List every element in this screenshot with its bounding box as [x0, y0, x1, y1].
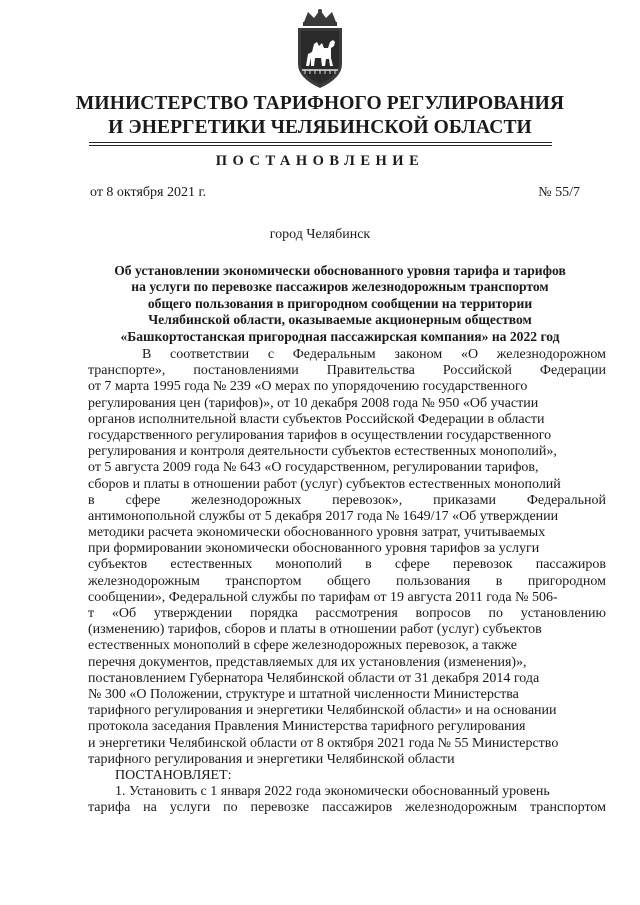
body-line: антимонопольной службы от 5 декабря 2017 года № 1649/17 «Об утверждении [88, 508, 559, 524]
subject-line: Челябинской области, оказываемые акционерным обществом [148, 312, 532, 328]
body-line: В соответствии с Федеральным законом «О железнодорожном [142, 347, 606, 362]
body-line: т «Об утверждении порядка рассмотрения вопросов по установлению [88, 606, 606, 621]
body-line: от 7 марта 1995 года № 239 «О мерах по упорядочению государственного [88, 379, 528, 395]
body-line: сообщении», Федеральной службы по тарифам от 19 августа 2011 года № 506- [88, 589, 558, 605]
subject-line: общего пользования в пригородном сообщении на территории [147, 295, 533, 311]
body-line: регулирования цен (тарифов)», от 10 декабря 2008 года № 950 «Об участии [88, 395, 539, 411]
body-line: тарифа на услуги по перевозке пассажиров железнодорожным транспортом [88, 800, 606, 816]
body-line: от 5 августа 2009 года № 643 «О государственном, регулировании тарифов, [88, 460, 539, 476]
ministry-title-line-1: МИНИСТЕРСТВО ТАРИФНОГО РЕГУЛИРОВАНИЯ [75, 93, 565, 114]
body-line-decree: ПОСТАНОВЛЯЕТ: [115, 767, 232, 783]
body-line: при формировании экономически обоснованного уровня тарифов за услуги [88, 541, 540, 557]
body-line: государственного регулирования тарифов в осуществлении государственного [88, 427, 552, 443]
chelyabinsk-coat-of-arms-icon [290, 8, 350, 90]
subject-line: на услуги по перевозке пассажиров железнодорожным транспортом [131, 279, 549, 295]
body-line: протокола заседания Правления Министерства тарифного регулирования [88, 719, 526, 735]
ministry-title [40, 92, 600, 140]
subject-line: Об установлении экономически обоснованного уровня тарифа и тарифов [114, 263, 566, 278]
ministry-title-line-2: И ЭНЕРГЕТИКИ ЧЕЛЯБИНСКОЙ ОБЛАСТИ [108, 117, 532, 138]
body-line: в сфере железнодорожных перевозок», приказами Федеральной [88, 492, 606, 508]
body-line: регулирования и контроля деятельности субъектов естественных монополий», [88, 444, 557, 460]
body-line: и энергетики Челябинской области от 8 октября 2021 года № 55 Министерство [88, 735, 559, 751]
body-line: сборов и платы в отношении работ (услуг) субъектов естественных монополий [88, 476, 561, 492]
subject-line: «Башкортостанская пригородная пассажирская компания» на 2022 год [120, 328, 560, 344]
body-line: № 300 «О Положении, структуре и штатной численности Министерства [88, 686, 519, 702]
body-line: субъектов естественных монополий в сфере перевозок пассажиров [88, 557, 606, 573]
document-number: № 55/7 [538, 185, 580, 200]
body-line: железнодорожным транспортом общего пользования в пригородном [88, 573, 606, 589]
body-line: (изменению) тарифов, сборов и платы в отношении работ (услуг) субъектов [88, 622, 542, 638]
body-line: постановлением Губернатора Челябинской области от 31 декабря 2014 года [88, 670, 540, 686]
header-rule-bottom [89, 145, 552, 146]
body-line: методики расчета экономически обоснованного уровня затрат, учитываемых [88, 525, 546, 541]
body-line: тарифного регулирования и энергетики Челябинской области [88, 751, 455, 767]
document-type: ПОСТАНОВЛЕНИЕ [215, 153, 425, 169]
body-line: естественных монополий в сфере железнодорожных перевозок, а также [88, 638, 517, 654]
document-subject [80, 263, 600, 345]
body-line: органов исполнительной власти субъектов Российской Федерации в области [88, 411, 545, 427]
document-date: от 8 октября 2021 г. [90, 185, 207, 200]
document-city: город Челябинск [269, 227, 371, 242]
body-line: тарифного регулирования и энергетики Челябинской области» и на основании [88, 703, 557, 719]
body-line: перечня документов, представляемых для их установления (изменения)», [88, 654, 527, 670]
body-line: 1. Установить с 1 января 2022 года экономически обоснованный уровень [115, 784, 550, 800]
document-body [88, 347, 606, 816]
body-line: транспорте», постановлениями Правительства Российской Федерации [88, 363, 606, 379]
header-rule-top [89, 142, 552, 143]
